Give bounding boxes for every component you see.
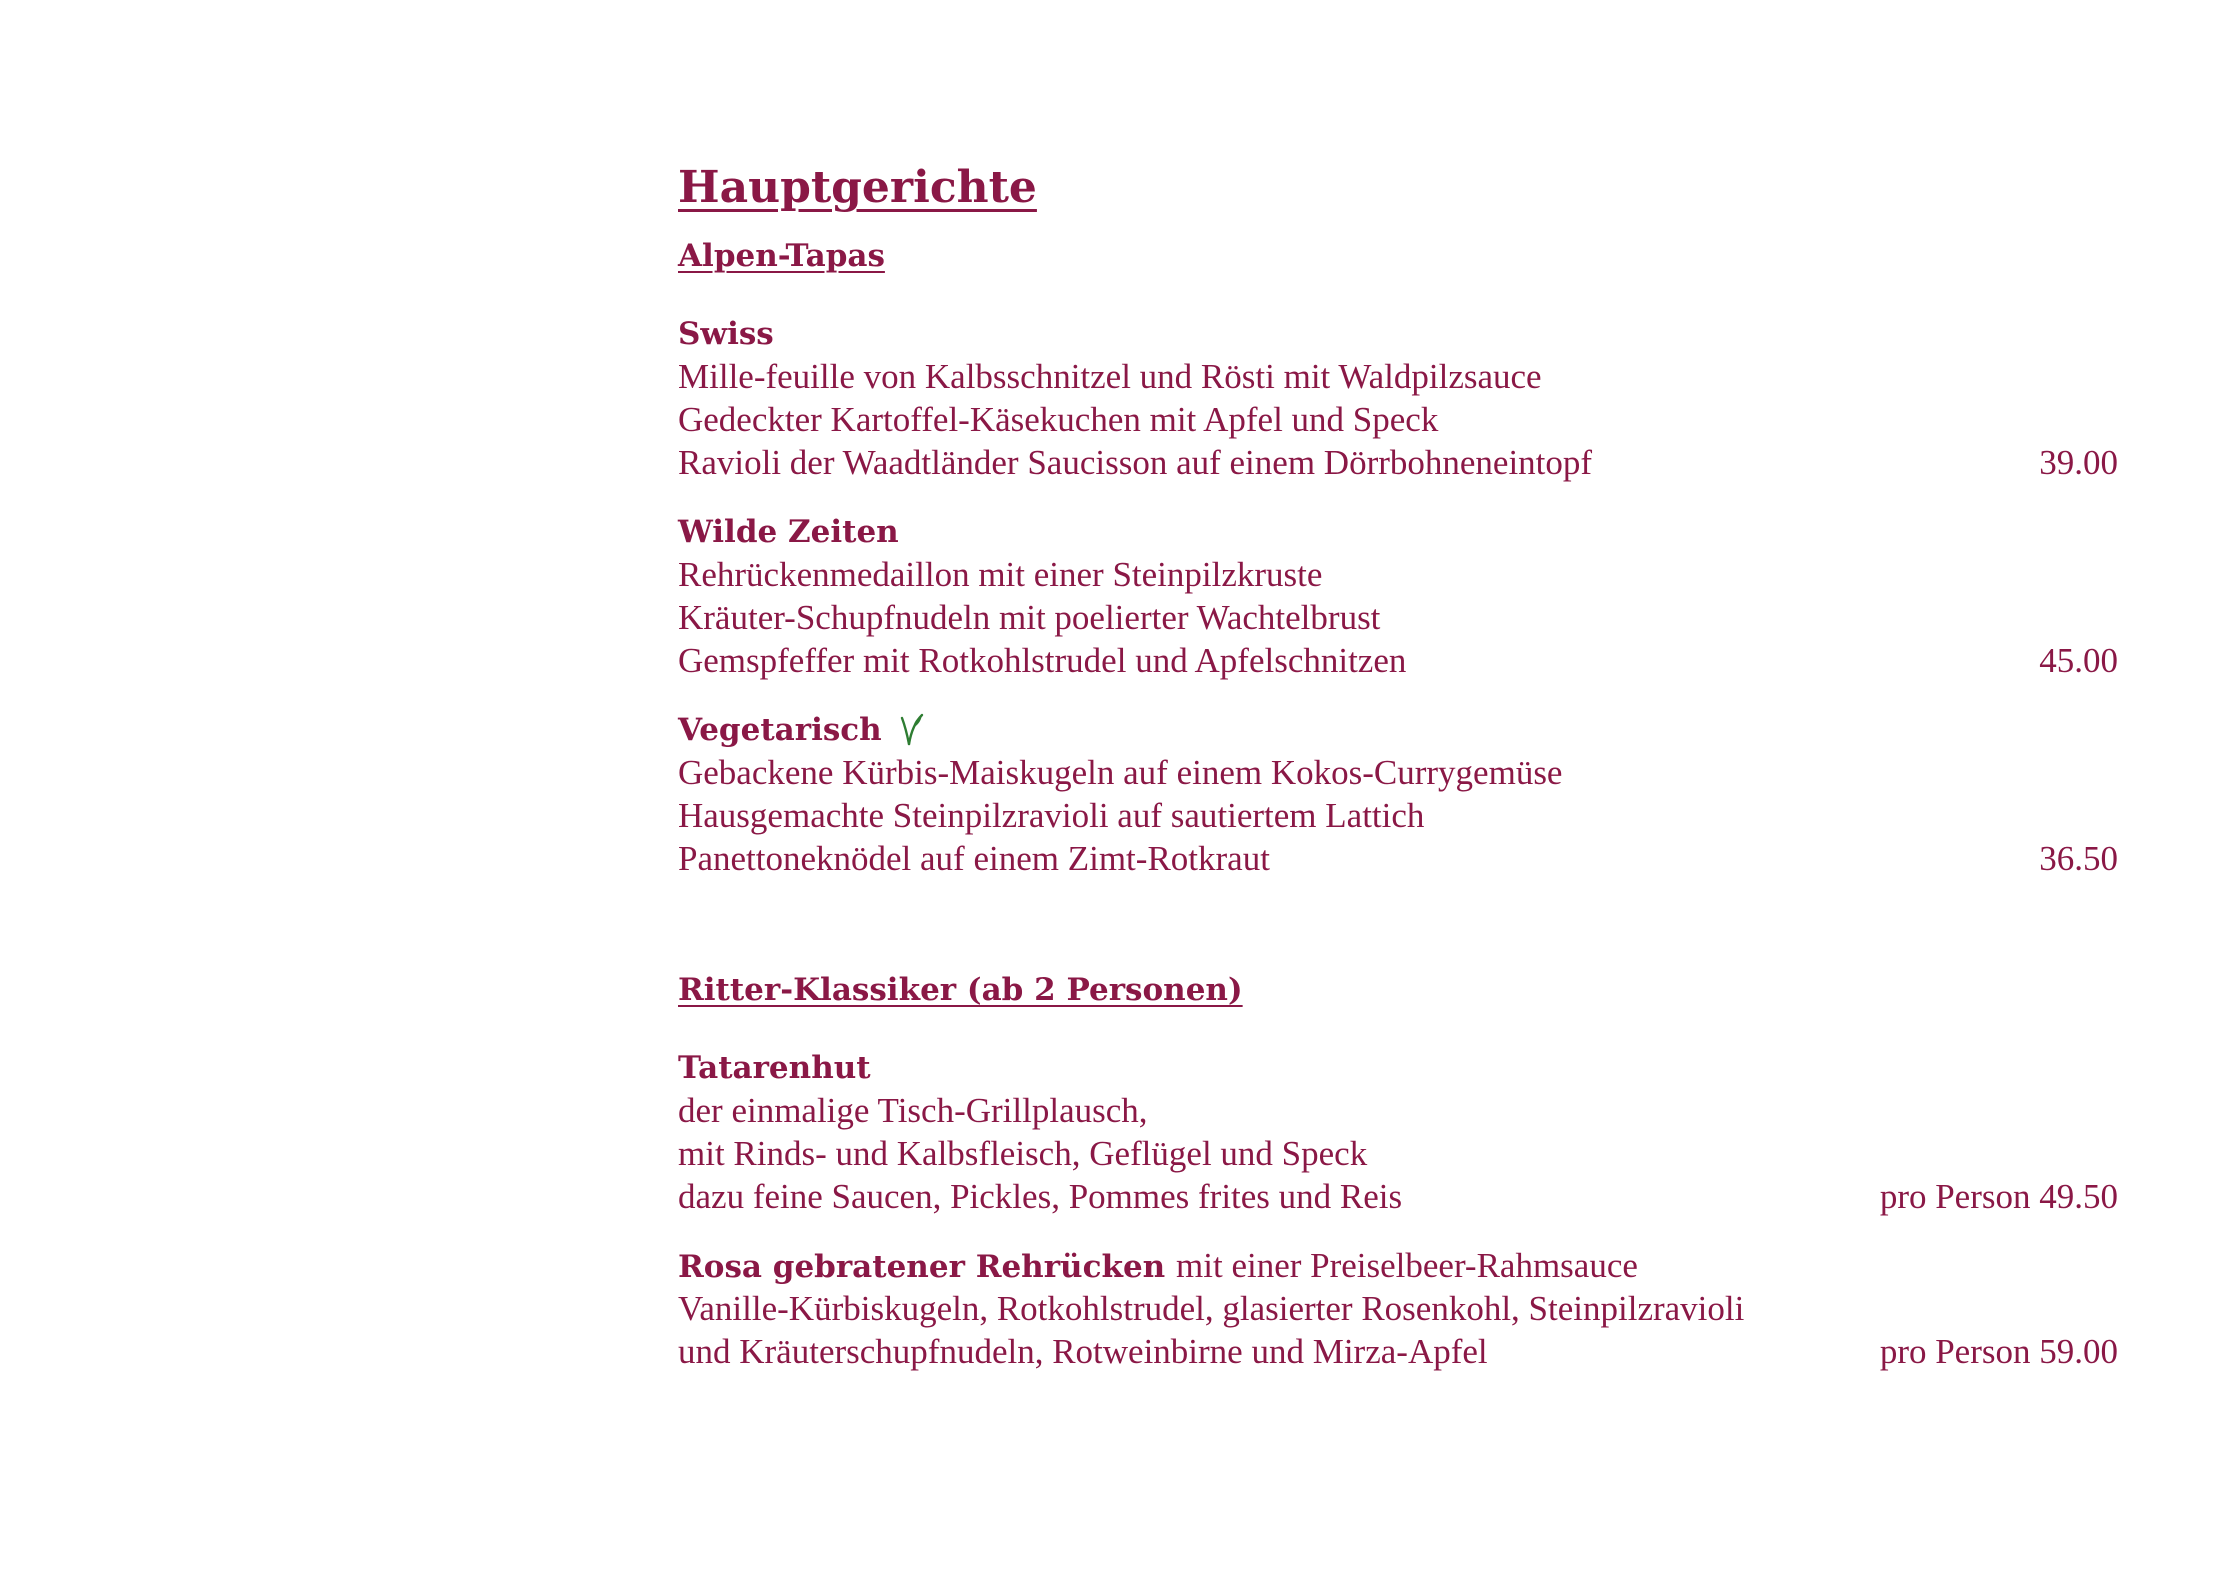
dish-name: Vegetarisch — [678, 712, 882, 748]
dish-tatarenhut — [678, 1047, 2118, 1218]
section-title-ritter-klassiker: Ritter-Klassiker (ab 2 Personen) — [678, 972, 1243, 1008]
dish-line-last — [678, 441, 2118, 484]
dish-line: Hausgemachte Steinpilzravioli auf sautiertem Lattich — [678, 796, 1425, 835]
dish-inline-description: mit einer Preiselbeer-Rahmsauce — [1176, 1246, 1638, 1285]
dish-line-text: dazu feine Saucen, Pickles, Pommes frites und Reis — [678, 1177, 1403, 1216]
dish-line: Vanille-Kürbiskugeln, Rotkohlstrudel, glasierter Rosenkohl, Steinpilzravioli — [678, 1289, 1745, 1328]
dish-line: mit Rinds- und Kalbsfleisch, Geflügel und Speck — [678, 1134, 1368, 1173]
dish-line-text: Panettoneknödel auf einem Zimt-Rotkraut — [678, 839, 1270, 878]
dish-line-text: Gemspfeffer mit Rotkohlstrudel und Apfelschnitzen — [678, 641, 1407, 680]
dish-name-row — [678, 1245, 2118, 1287]
dish-price: 45.00 — [2039, 641, 2118, 680]
dish-line: Rehrückenmedaillon mit einer Steinpilzkruste — [678, 555, 1323, 594]
dish-line-last — [678, 1175, 2118, 1218]
dish-name: Swiss — [678, 316, 774, 352]
dish-price: pro Person 59.00 — [1879, 1332, 2118, 1371]
dish-line-last — [678, 639, 2118, 682]
dish-line: der einmalige Tisch-Grillplausch, — [678, 1091, 1148, 1130]
dish-price: 39.00 — [2039, 443, 2118, 482]
dish-line: Mille-feuille von Kalbsschnitzel und Rösti mit Waldpilzsauce — [678, 357, 1542, 396]
dish-name: Rosa gebratener Rehrücken — [678, 1249, 1166, 1285]
dish-line: Kräuter-Schupfnudeln mit poelierter Wachtelbrust — [678, 598, 1381, 637]
dish-name-row — [678, 709, 2118, 751]
dish-line: Gebackene Kürbis-Maiskugeln auf einem Kokos-Currygemüse — [678, 753, 1563, 792]
menu-page — [678, 150, 2118, 1373]
dish-rehruecken — [678, 1245, 2118, 1373]
dish-name: Wilde Zeiten — [678, 514, 899, 550]
dish-line-last — [678, 1330, 2118, 1373]
dish-vegetarisch — [678, 709, 2118, 880]
dish-line-last — [678, 837, 2118, 880]
dish-line-text: Ravioli der Waadtländer Saucisson auf einem Dörrbohneneintopf — [678, 443, 1593, 482]
dish-price: 36.50 — [2039, 839, 2118, 878]
dish-price: pro Person 49.50 — [1879, 1177, 2118, 1216]
dish-line-text: und Kräuterschupfnudeln, Rotweinbirne und Mirza-Apfel — [678, 1332, 1488, 1371]
dish-swiss — [678, 313, 2118, 484]
dish-wilde-zeiten — [678, 511, 2118, 682]
section-title-alpen-tapas: Alpen-Tapas — [678, 238, 885, 274]
page-title: Hauptgerichte — [678, 162, 1037, 213]
dish-name: Tatarenhut — [678, 1050, 871, 1086]
dish-line: Gedeckter Kartoffel-Käsekuchen mit Apfel und Speck — [678, 400, 1439, 439]
